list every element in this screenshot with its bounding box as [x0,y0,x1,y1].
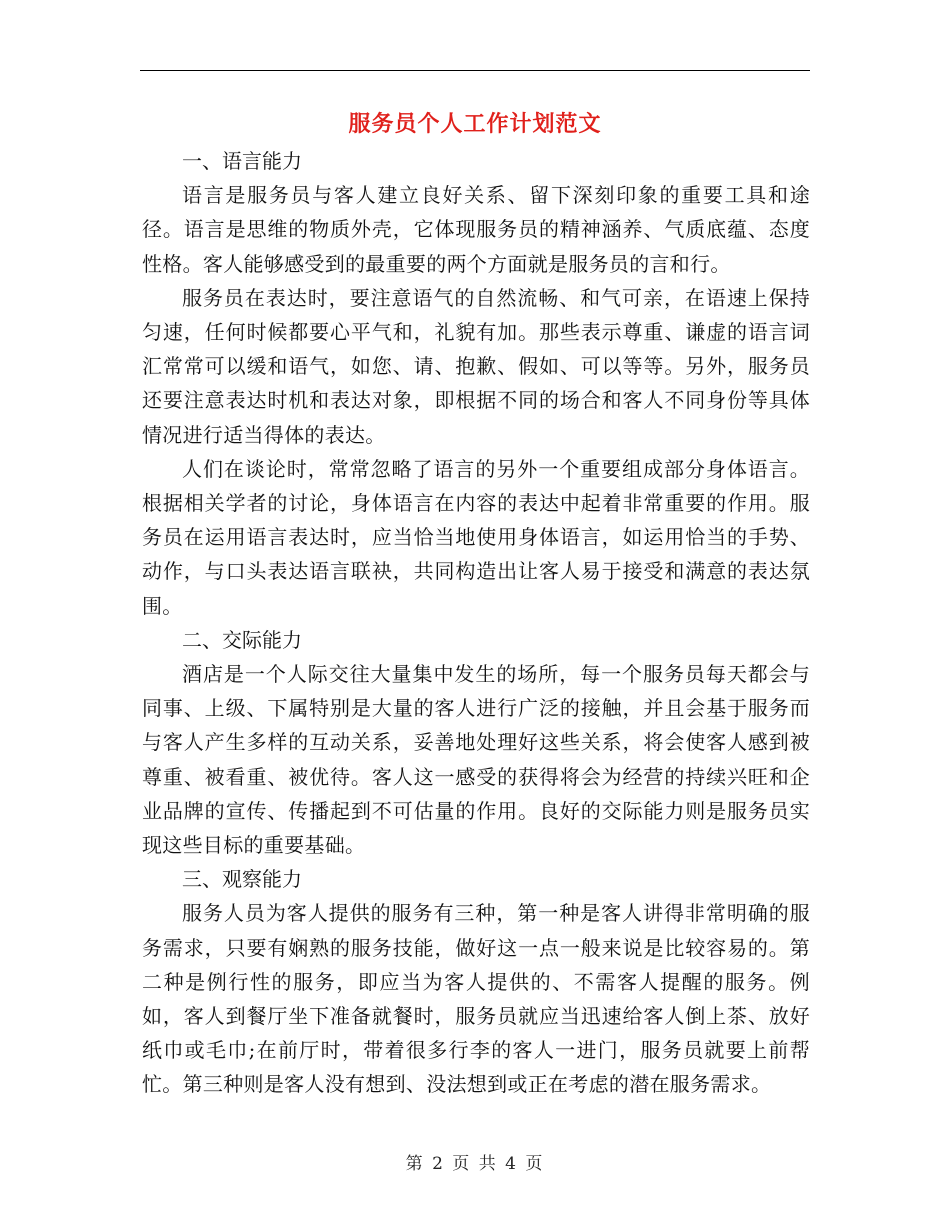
section-heading-language: 一、语言能力 [182,149,302,173]
section-heading-communication: 二、交际能力 [182,627,302,652]
paragraph: 人们在谈论时，常常忽略了语言的另外一个重要组成部分身体语言。根据相关学者的讨论，身体语言在内容的表达中起着非常重要的作用。服务员在运用语言表达时，应当恰当地使用身体语言，如运用恰当的手势、动作，与口头表达语言联袂，共同构造出让客人易于接受和满意的表达氛围。 [142,456,810,618]
section-heading-observation: 三、观察能力 [182,867,302,892]
page-number: 第 2 页 共 4 页 [405,1154,545,1174]
paragraph: 服务人员为客人提供的服务有三种，第一种是客人讲得非常明确的服务需求，只要有娴熟的服务技能，做好这一点一般来说是比较容易的。第二种是例行性的服务，即应当为客人提供的、不需客人提醒的服务。例如，客人到餐厅坐下准备就餐时，服务员就应当迅速给客人倒上茶、放好纸巾或毛巾;在前厅时，带着很多行李的客人一进门，服务员就要上前帮忙。第三种则是客人没有想到、没法想到或正在考虑的潜在服务需求。 [142,901,810,1097]
paragraph: 服务员在表达时，要注意语气的自然流畅、和气可亲，在语速上保持匀速，任何时候都要心平气和，礼貌有加。那些表示尊重、谦虚的语言词汇常常可以缓和语气，如您、请、抱歉、假如、可以等等。另外，服务员还要注意表达时机和表达对象，即根据不同的场合和客人不同身份等具体情况进行适当得体的表达。 [142,285,810,447]
paragraph: 酒店是一个人际交往大量集中发生的场所，每一个服务员每天都会与同事、上级、下属特别是大量的客人进行广泛的接触，并且会基于服务而与客人产生多样的互动关系，妥善地处理好这些关系，将会使客人感到被尊重、被看重、被优待。客人这一感受的获得将会为经营的持续兴旺和企业品牌的宣传、传播起到不可估量的作用。良好的交际能力则是服务员实现这些目标的重要基础。 [142,662,810,858]
document-body [142,144,810,1102]
header-rule [140,70,810,71]
document-title: 服务员个人工作计划范文 [348,111,602,137]
paragraph: 语言是服务员与客人建立良好关系、留下深刻印象的重要工具和途径。语言是思维的物质外壳，它体现服务员的精神涵养、气质底蕴、态度性格。客人能够感受到的最重要的两个方面就是服务员的言和行。 [142,183,810,276]
